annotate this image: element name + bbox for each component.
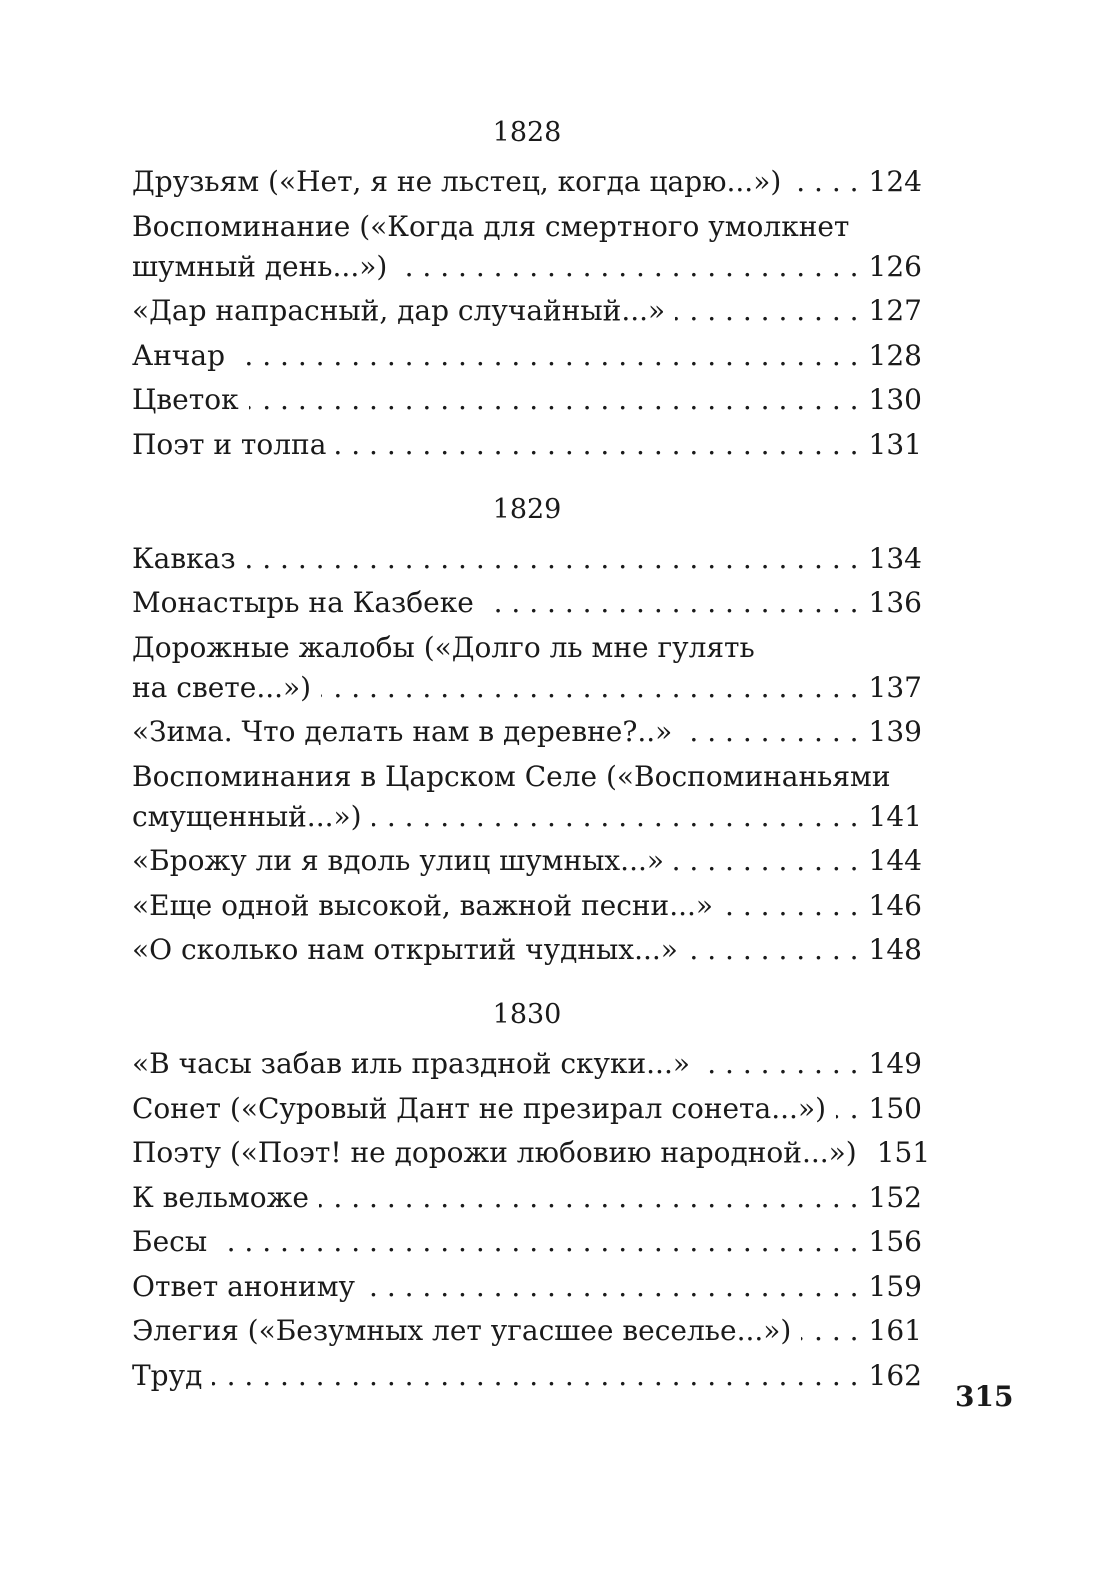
dot-leader — [249, 380, 859, 420]
toc-entry-title: Поэту («Поэт! не дорожи любовию народной...») — [132, 1136, 857, 1169]
toc-entry-page-number: 144 — [868, 844, 922, 877]
toc-entry[interactable] — [132, 336, 922, 376]
toc-entry[interactable] — [132, 841, 922, 881]
toc-entry-title: Бесы — [132, 1225, 208, 1258]
dot-leader — [336, 425, 858, 465]
dot-leader — [723, 886, 859, 926]
toc-entry-page-number: 148 — [868, 933, 922, 966]
dot-leader — [235, 336, 859, 376]
toc-entry-title: Ответ анониму — [132, 1269, 355, 1303]
toc-entry-title-line: Воспоминания в Царском Селе («Воспоминаньями — [132, 759, 891, 793]
toc-entry-title: «О сколько нам открытий чудных...» — [132, 933, 678, 966]
toc-entry-row — [132, 797, 922, 837]
toc-entry[interactable] — [132, 162, 922, 202]
toc-entry[interactable] — [132, 886, 922, 926]
toc-entry-title: «Зима. Что делать нам в деревне?..» — [132, 715, 673, 748]
section-year-heading: 1829 — [492, 493, 562, 525]
toc-entry-title: «В часы забав иль праздной скуки...» — [132, 1047, 690, 1080]
toc-entry[interactable] — [132, 1356, 922, 1396]
dot-leader — [674, 841, 859, 881]
toc-entry-title: Поэт и толпа — [132, 427, 327, 461]
toc-entry-page-number: 161 — [868, 1314, 922, 1347]
toc-entry-title: «Еще одной высокой, важной песни...» — [132, 888, 714, 922]
toc-entry-page-number: 136 — [868, 586, 922, 619]
toc-entry-row — [132, 1267, 922, 1307]
dot-leader — [675, 291, 858, 331]
toc-entry-page-number: 131 — [868, 427, 922, 461]
toc-entry-title: Монастырь на Казбеке — [132, 586, 474, 619]
toc-entry[interactable] — [132, 930, 922, 970]
toc-entry-title: смущенный...») — [132, 799, 362, 833]
toc-entry-page-number: 126 — [868, 249, 922, 283]
toc-entry-row — [132, 247, 922, 287]
toc-entry-page-number: 156 — [868, 1225, 922, 1258]
toc-entry-row — [132, 380, 922, 420]
dot-leader — [217, 1222, 858, 1262]
toc-section — [132, 489, 922, 971]
toc-entry-title: Кавказ — [132, 541, 236, 575]
toc-entry-title: Цветок — [132, 383, 239, 416]
toc-entry-row — [132, 1311, 922, 1351]
toc-entry[interactable] — [132, 1222, 922, 1262]
toc-entry[interactable] — [132, 1133, 931, 1173]
toc-entry-row — [132, 930, 922, 970]
toc-entry-row — [132, 291, 922, 331]
toc-entry[interactable] — [132, 425, 922, 465]
toc-entry-row — [132, 1222, 922, 1262]
toc-entry-row — [132, 583, 922, 623]
dot-leader — [484, 583, 859, 623]
toc-entry-page-number: 124 — [868, 165, 922, 198]
toc-entry[interactable] — [132, 1311, 922, 1351]
dot-leader — [688, 930, 859, 970]
toc-section — [132, 994, 931, 1396]
toc-entry[interactable] — [132, 1178, 922, 1218]
toc-entry-title: «Дар напрасный, дар случайный...» — [132, 294, 666, 327]
dot-leader — [700, 1044, 859, 1084]
toc-entry[interactable] — [132, 1267, 922, 1307]
toc-entry-row — [132, 712, 922, 752]
toc-entry-title: Труд — [132, 1358, 203, 1392]
toc-entry-page-number: 130 — [868, 383, 922, 416]
toc-entry[interactable] — [132, 207, 922, 287]
toc-entry-page-number: 141 — [868, 799, 922, 833]
toc-entry[interactable] — [132, 380, 922, 420]
toc-entry-page-number: 134 — [868, 541, 922, 575]
toc-entry-row — [132, 841, 922, 881]
toc-entry-row — [132, 1356, 922, 1396]
toc-entry[interactable] — [132, 712, 922, 752]
table-of-contents — [132, 112, 931, 1400]
toc-entry[interactable] — [132, 628, 922, 708]
toc-entry-title: Друзьям («Нет, я не льстец, когда царю...») — [132, 165, 782, 198]
dot-leader — [365, 1267, 859, 1307]
dot-leader — [801, 1311, 858, 1351]
toc-entry-page-number: 128 — [868, 338, 922, 372]
toc-entry-page-number: 127 — [868, 294, 922, 327]
toc-entry-row — [132, 668, 922, 708]
toc-entry-row — [132, 539, 922, 579]
toc-entry-page-number: 162 — [868, 1358, 922, 1392]
toc-entry-row — [132, 162, 922, 202]
toc-entry-row — [132, 425, 922, 465]
toc-entry[interactable] — [132, 291, 922, 331]
section-year-heading: 1830 — [492, 999, 562, 1030]
dot-leader — [791, 162, 858, 202]
page-number: 315 — [955, 1380, 1014, 1413]
toc-entry-page-number: 139 — [868, 715, 922, 748]
toc-entry-row — [132, 1089, 922, 1129]
toc-entry-title-line: Дорожные жалобы («Долго ль мне гулять — [132, 630, 755, 664]
toc-entry-title: Анчар — [132, 338, 225, 372]
toc-entry-page-number: 152 — [868, 1180, 922, 1214]
toc-entry-row — [132, 336, 922, 376]
dot-leader — [246, 539, 859, 579]
toc-entry[interactable] — [132, 1044, 922, 1084]
toc-entry-title: Сонет («Суровый Дант не презирал сонета...») — [132, 1091, 826, 1125]
dot-leader — [836, 1089, 859, 1129]
dot-leader — [319, 1178, 859, 1218]
toc-entry-page-number: 137 — [868, 670, 922, 704]
toc-section — [132, 112, 922, 465]
toc-entry[interactable] — [132, 539, 922, 579]
dot-leader — [372, 797, 859, 837]
toc-entry-title-line: Воспоминание («Когда для смертного умолкнет — [132, 209, 850, 243]
toc-entry-page-number: 159 — [868, 1269, 922, 1303]
toc-entry-title: «Брожу ли я вдоль улиц шумных...» — [132, 844, 665, 877]
toc-entry-row — [132, 1044, 922, 1084]
dot-leader — [321, 668, 858, 708]
toc-entry-row — [132, 1178, 922, 1218]
toc-entry-title: на свете...») — [132, 670, 312, 704]
toc-entry-page-number: 149 — [868, 1047, 922, 1080]
toc-entry-title: К вельможе — [132, 1180, 309, 1214]
toc-entry-page-number: 146 — [868, 888, 922, 922]
toc-entry[interactable] — [132, 757, 922, 837]
dot-leader — [682, 712, 858, 752]
toc-entry-page-number: 151 — [876, 1136, 931, 1169]
toc-entry-row — [132, 1133, 931, 1173]
section-year-heading: 1828 — [492, 117, 562, 148]
toc-entry-row — [132, 886, 922, 926]
toc-entry-title: шумный день...») — [132, 249, 388, 283]
toc-entry[interactable] — [132, 1089, 922, 1129]
dot-leader — [397, 247, 858, 287]
dot-leader — [212, 1356, 858, 1396]
toc-entry-page-number: 150 — [868, 1091, 922, 1125]
toc-entry-title: Элегия («Безумных лет угасшее веселье...») — [132, 1314, 792, 1347]
toc-entry[interactable] — [132, 583, 922, 623]
